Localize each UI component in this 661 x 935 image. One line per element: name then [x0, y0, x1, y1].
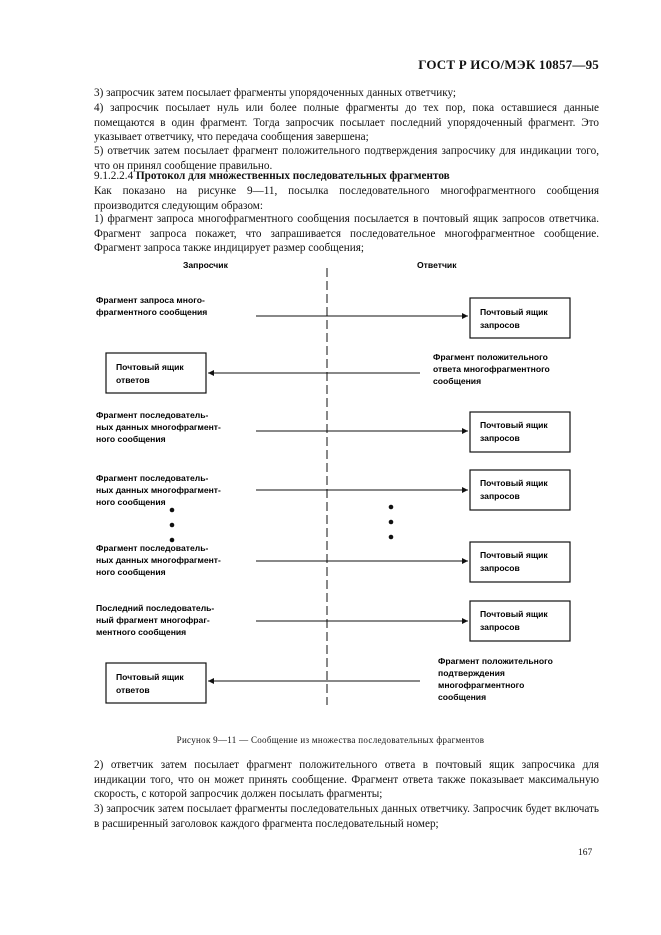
- message-label: Фрагмент запроса много- фрагментного сообщения: [96, 295, 208, 317]
- mailbox-box: [470, 470, 570, 510]
- diagram-row-4: [96, 470, 570, 510]
- document-header: ГОСТ Р ИСО/МЭК 10857—95: [418, 57, 599, 72]
- paragraph-bottom-1: 2) ответчик затем посылает фрагмент положительного ответа в почтовый ящик запросчика для индикации того, что он может принять сообщение. Фрагмент ответа также показывает максимальную скорость, с которой запросчик должен посылать фрагменты;: [94, 759, 599, 801]
- mailbox-label: Почтовый ящик запросов: [480, 478, 548, 501]
- mailbox-box: [106, 353, 206, 393]
- diagram-row-7: [106, 656, 555, 703]
- ellipsis-dot: [170, 538, 175, 543]
- mailbox-label: Почтовый ящик запросов: [480, 420, 548, 443]
- mailbox-box: [470, 542, 570, 582]
- message-label: Фрагмент последователь- ных данных многофрагмент- ного сообщения: [96, 410, 221, 444]
- section-title: Протокол для множественных последовательных фрагментов: [135, 170, 450, 182]
- diagram-row-6: [96, 601, 570, 641]
- diagram-row-2: [106, 352, 552, 393]
- mailbox-label: Почтовый ящик запросов: [480, 307, 548, 330]
- ellipsis-dot: [389, 505, 394, 510]
- message-label: Фрагмент положительного ответа многофрагментного сообщения: [433, 352, 550, 386]
- paragraph-top-2: 4) запросчик посылает нуль или более полные фрагменты до тех пор, пока оставшиеся данные помещаются в один фрагмент. Тогда запросчик посылает последний упорядоченный фрагмент. Это указывает ответчику, что передача сообщения завершена;: [94, 102, 599, 144]
- ellipsis-dot: [389, 520, 394, 525]
- diagram-row-5: [96, 542, 570, 582]
- paragraph-bottom-2: 3) запросчик затем посылает фрагменты последовательных данных ответчику. Запросчик будет включать в расширенный заголовок каждого фрагмента последовательный номер;: [94, 803, 599, 830]
- mailbox-box: [470, 601, 570, 641]
- mailbox-box: [470, 412, 570, 452]
- right-header: Ответчик: [417, 260, 457, 270]
- mailbox-label: Почтовый ящик ответов: [116, 362, 184, 385]
- paragraph-mid-2: 1) фрагмент запроса многофрагментного сообщения посылается в почтовый ящик запросов ответчика. Фрагмент запроса покажет, что запрашивается последовательное многофрагментное сообщение. Фрагмент запроса также индицирует размер сообщения;: [94, 213, 599, 255]
- mailbox-label: Почтовый ящик запросов: [480, 609, 548, 632]
- ellipsis-dot: [389, 535, 394, 540]
- diagram-row-1: [96, 295, 570, 338]
- paragraph-top-3: 5) ответчик затем посылает фрагмент положительного подтверждения запросчику для индикации того, что он принял сообщение правильно.: [94, 145, 599, 172]
- paragraph-top-1: 3) запросчик затем посылает фрагменты упорядоченных данных ответчику;: [94, 87, 457, 99]
- message-label: Фрагмент положительного подтверждения многофрагментного сообщения: [438, 656, 553, 702]
- section-number: 9.1.2.2.4: [94, 170, 134, 182]
- mailbox-box: [106, 663, 206, 703]
- page-number: 167: [578, 848, 593, 858]
- ellipsis-dot: [170, 523, 175, 528]
- diagram-row-3: [96, 410, 570, 452]
- left-header: Запросчик: [183, 260, 228, 270]
- message-label: Последний последователь- ный фрагмент многофраг- ментного сообщения: [96, 603, 215, 637]
- mailbox-label: Почтовый ящик запросов: [480, 550, 548, 573]
- paragraph-mid-1: Как показано на рисунке 9—11, посылка последовательного многофрагментного сообщения производится следующим образом:: [94, 185, 599, 212]
- message-label: Фрагмент последователь- ных данных многофрагмент- ного сообщения: [96, 473, 221, 507]
- figure-caption: Рисунок 9—11 — Сообщение из множества последовательных фрагментов: [176, 735, 485, 745]
- mailbox-box: [470, 298, 570, 338]
- ellipsis-dot: [170, 508, 175, 513]
- message-label: Фрагмент последователь- ных данных многофрагмент- ного сообщения: [96, 543, 221, 577]
- mailbox-label: Почтовый ящик ответов: [116, 672, 184, 695]
